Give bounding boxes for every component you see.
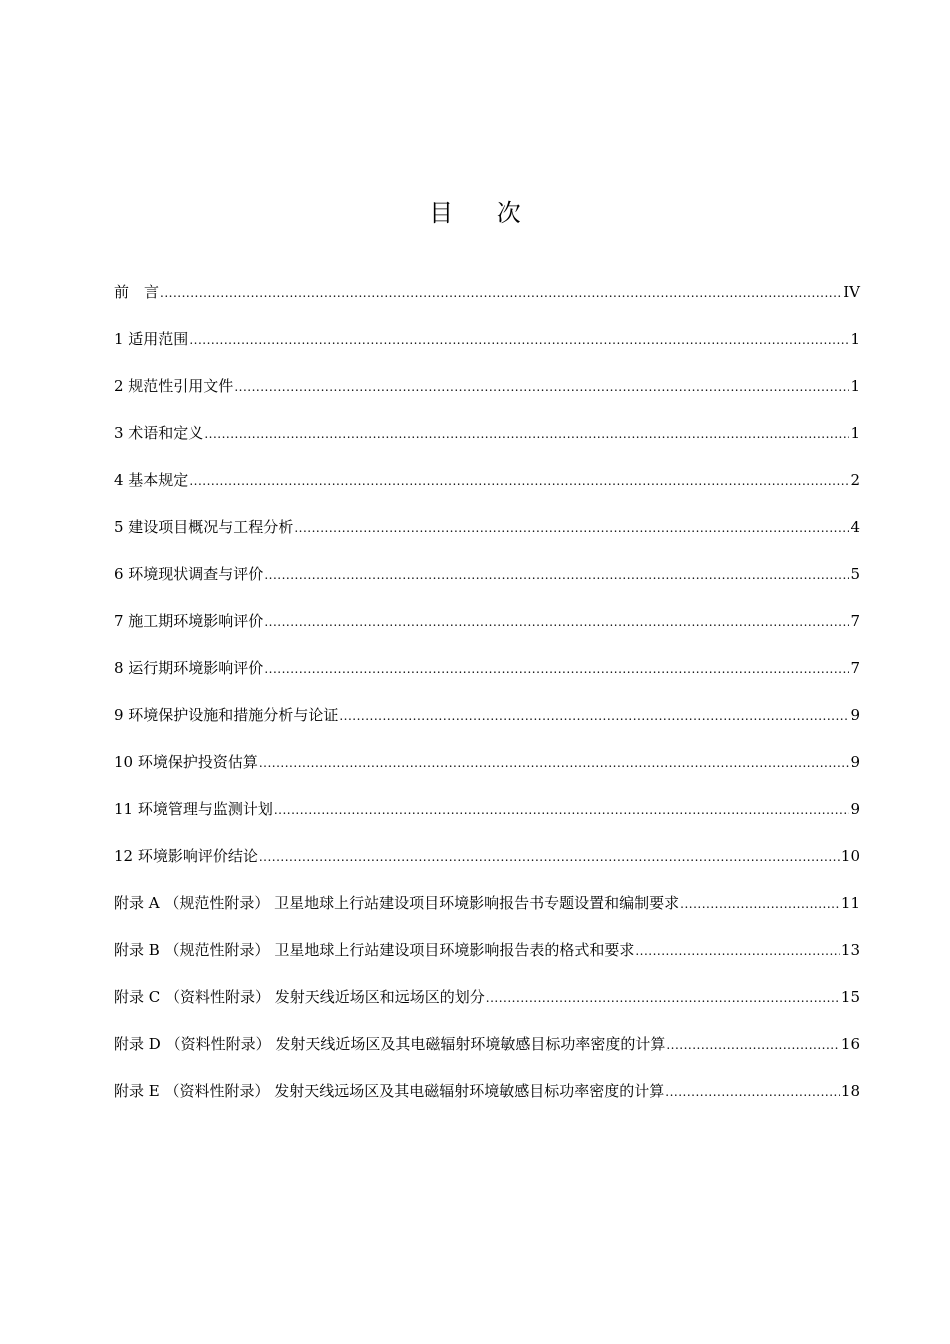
toc-entry-2[interactable] xyxy=(114,374,860,421)
toc-leader-dots xyxy=(339,704,849,728)
toc-entry-label: 1 适用范围 xyxy=(114,330,189,348)
toc-entry-label: 9 环境保护设施和措施分析与论证 xyxy=(114,706,339,724)
toc-entry-appendix-b[interactable] xyxy=(114,938,860,985)
toc-entry-6[interactable] xyxy=(114,562,860,609)
toc-entry-page: 1 xyxy=(850,424,860,442)
toc-leader-dots xyxy=(666,1033,840,1057)
table-of-contents xyxy=(114,280,860,1126)
toc-entry-label: 附录 B （规范性附录） 卫星地球上行站建设项目环境影响报告表的格式和要求 xyxy=(114,941,635,959)
toc-entry-page: 7 xyxy=(850,659,860,677)
toc-entry-appendix-e[interactable] xyxy=(114,1079,860,1126)
toc-entry-page: 2 xyxy=(850,471,860,489)
toc-entry-page: 15 xyxy=(840,988,860,1006)
toc-entry-page: 10 xyxy=(840,847,860,865)
toc-leader-dots xyxy=(234,375,849,399)
toc-leader-dots xyxy=(264,610,849,634)
toc-entry-label: 前 言 xyxy=(114,283,160,301)
toc-entry-label: 11 环境管理与监测计划 xyxy=(114,800,273,818)
toc-entry-label: 附录 D （资料性附录） 发射天线近场区及其电磁辐射环境敏感目标功率密度的计算 xyxy=(114,1035,666,1053)
toc-leader-dots xyxy=(189,328,849,352)
toc-entry-label: 2 规范性引用文件 xyxy=(114,377,234,395)
toc-entry-page: 9 xyxy=(850,800,860,818)
toc-entry-page: 9 xyxy=(850,753,860,771)
toc-leader-dots xyxy=(635,939,840,963)
toc-entry-4[interactable] xyxy=(114,468,860,515)
toc-leader-dots xyxy=(189,469,849,493)
toc-entry-page: 11 xyxy=(840,894,860,912)
toc-entry-page: 4 xyxy=(850,518,860,536)
toc-entry-3[interactable] xyxy=(114,421,860,468)
toc-leader-dots xyxy=(486,986,840,1010)
page-title: 目 次 xyxy=(429,199,539,227)
toc-leader-dots xyxy=(294,516,849,540)
toc-entry-label: 5 建设项目概况与工程分析 xyxy=(114,518,294,536)
toc-leader-dots xyxy=(160,281,842,305)
toc-entry-page: 9 xyxy=(850,706,860,724)
toc-entry-10[interactable] xyxy=(114,750,860,797)
toc-entry-label: 10 环境保护投资估算 xyxy=(114,753,258,771)
toc-entry-12[interactable] xyxy=(114,844,860,891)
toc-entry-foreword[interactable] xyxy=(114,280,860,327)
toc-entry-appendix-c[interactable] xyxy=(114,985,860,1032)
toc-entry-appendix-d[interactable] xyxy=(114,1032,860,1079)
toc-leader-dots xyxy=(274,798,850,822)
toc-leader-dots xyxy=(665,1080,840,1104)
toc-entry-page: 13 xyxy=(840,941,860,959)
toc-leader-dots xyxy=(264,657,849,681)
toc-entry-label: 12 环境影响评价结论 xyxy=(114,847,258,865)
toc-entry-page: 16 xyxy=(840,1035,860,1053)
toc-entry-page: 18 xyxy=(840,1082,860,1100)
toc-leader-dots xyxy=(264,563,849,587)
toc-entry-label: 3 术语和定义 xyxy=(114,424,204,442)
toc-entry-label: 8 运行期环境影响评价 xyxy=(114,659,264,677)
toc-entry-label: 4 基本规定 xyxy=(114,471,189,489)
toc-entry-5[interactable] xyxy=(114,515,860,562)
toc-leader-dots xyxy=(680,892,840,916)
toc-leader-dots xyxy=(204,422,849,446)
toc-entry-9[interactable] xyxy=(114,703,860,750)
toc-entry-label: 6 环境现状调查与评价 xyxy=(114,565,264,583)
toc-leader-dots xyxy=(259,751,850,775)
toc-entry-page: 1 xyxy=(850,330,860,348)
toc-entry-page: 5 xyxy=(850,565,860,583)
toc-leader-dots xyxy=(259,845,840,869)
toc-entry-7[interactable] xyxy=(114,609,860,656)
toc-entry-page: 7 xyxy=(850,612,860,630)
toc-entry-label: 附录 A （规范性附录） 卫星地球上行站建设项目环境影响报告书专题设置和编制要求 xyxy=(114,894,680,912)
toc-entry-label: 7 施工期环境影响评价 xyxy=(114,612,264,630)
toc-entry-label: 附录 C （资料性附录） 发射天线近场区和远场区的划分 xyxy=(114,988,485,1006)
toc-entry-page: 1 xyxy=(850,377,860,395)
toc-entry-11[interactable] xyxy=(114,797,860,844)
toc-entry-label: 附录 E （资料性附录） 发射天线远场区及其电磁辐射环境敏感目标功率密度的计算 xyxy=(114,1082,665,1100)
toc-entry-1[interactable] xyxy=(114,327,860,374)
toc-entry-appendix-a[interactable] xyxy=(114,891,860,938)
toc-entry-8[interactable] xyxy=(114,656,860,703)
toc-entry-page: IV xyxy=(843,283,860,301)
